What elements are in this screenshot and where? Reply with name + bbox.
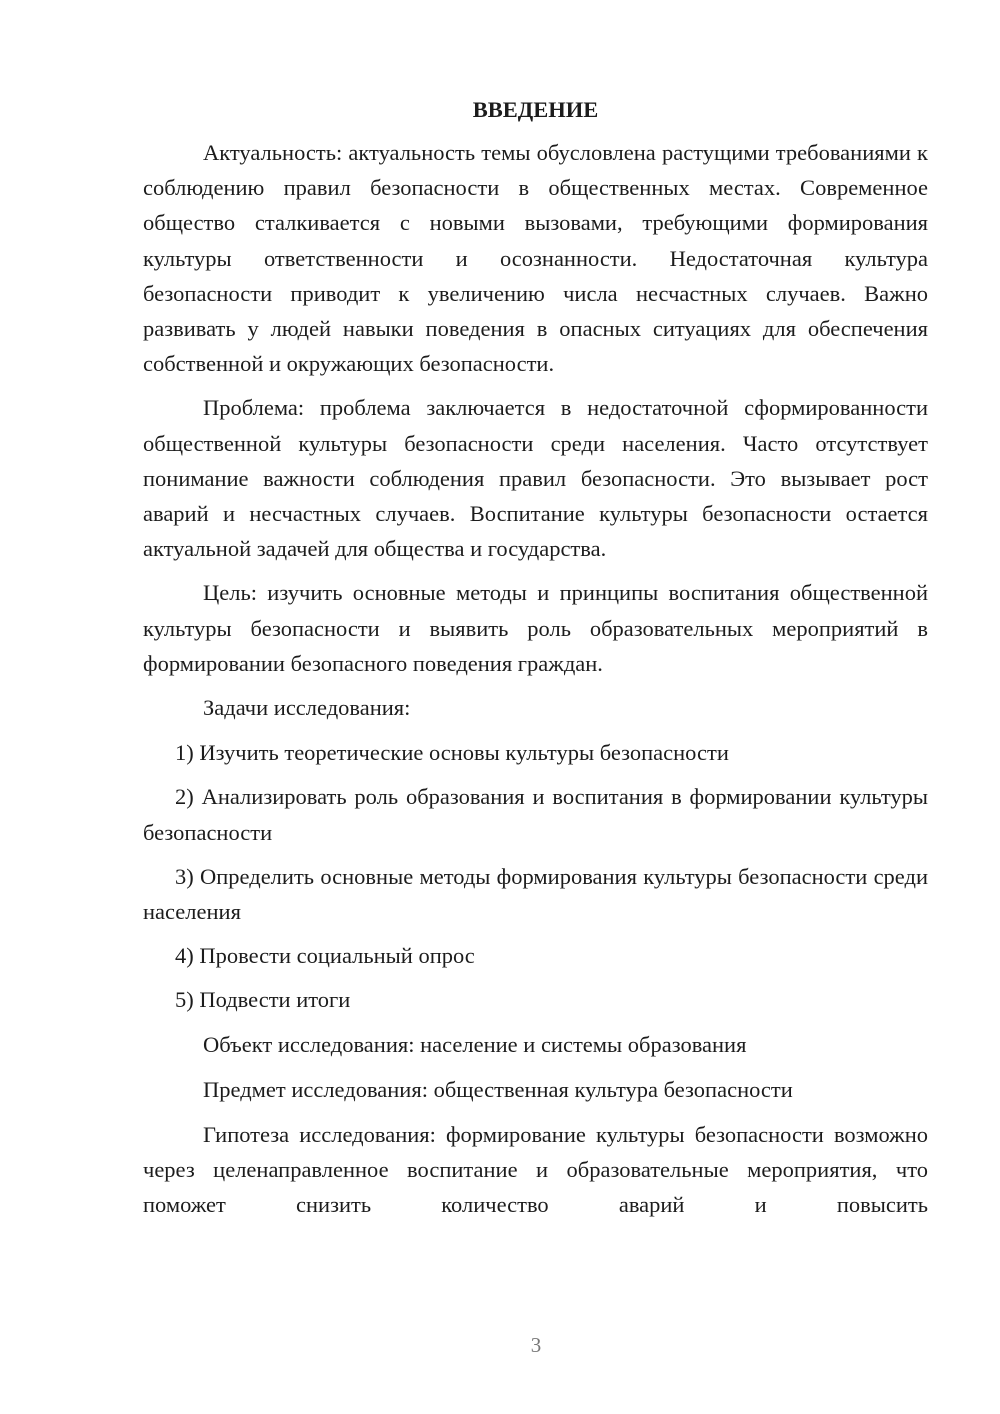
hypothesis-paragraph: Гипотеза исследования: формирование культуры безопасности возможно через целенаправленное воспитание и образовательные мероприятия, что поможет снизить количество аварий и повысить <box>143 1122 928 1218</box>
task-item-1: 1) Изучить теоретические основы культуры безопасности <box>175 740 729 766</box>
task-item-2: 2) Анализировать роль образования и воспитания в формировании культуры безопасности <box>143 784 928 845</box>
task-item-3: 3) Определить основные методы формирования культуры безопасности среди населения <box>143 863 928 925</box>
section-title: ВВЕДЕНИЕ <box>472 97 599 122</box>
tasks-heading: Задачи исследования: <box>203 695 411 721</box>
page-number: 3 <box>530 1333 542 1357</box>
task-item-5: 5) Подвести итоги <box>175 987 351 1013</box>
relevance-paragraph: Актуальность: актуальность темы обусловлена растущими требованиями к соблюдению правил безопасности в общественных местах. Современное общество сталкивается с новыми вызовами, требующими формирования культуры ответственности и осознанности. Недостаточная культура безопасности приводит к увеличению числа несчастных случаев. Важно развивать у людей навыки поведения в опасных ситуациях для обеспечения собственной и окружающих безопасности. <box>143 140 928 377</box>
research-object: Объект исследования: население и системы образования <box>203 1031 747 1057</box>
document-page <box>143 92 928 1232</box>
research-subject: Предмет исследования: общественная культура безопасности <box>203 1076 793 1102</box>
task-item-4: 4) Провести социальный опрос <box>175 943 475 969</box>
goal-paragraph: Цель: изучить основные методы и принципы воспитания общественной культуры безопасности и выявить роль образовательных мероприятий в формировании безопасного поведения граждан. <box>143 580 928 676</box>
problem-paragraph: Проблема: проблема заключается в недостаточной сформированности общественной культуры безопасности среди населения. Часто отсутствует понимание важности соблюдения правил безопасности. Это вызывает рост аварий и несчастных случаев. Воспитание культуры безопасности остается актуальной задачей для общества и государства. <box>143 395 928 562</box>
